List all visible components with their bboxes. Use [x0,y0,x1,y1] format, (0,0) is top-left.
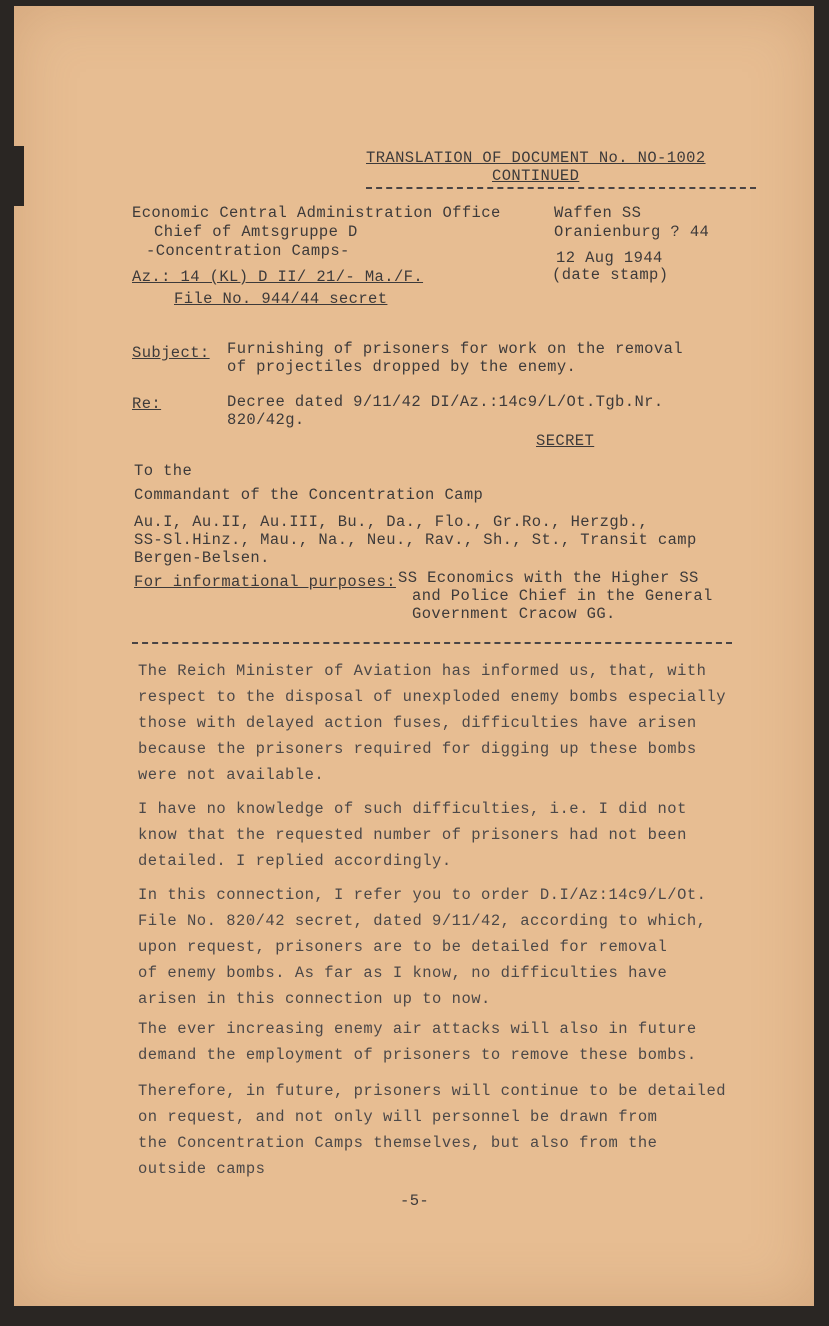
body-line: were not available. [138,766,325,784]
subject-line-1: Furnishing of prisoners for work on the removal [227,340,683,358]
sender-line-3: -Concentration Camps- [146,242,350,260]
camps-line-2: SS-Sl.Hinz., Mau., Na., Neu., Rav., Sh., St., Transit camp [134,531,697,549]
subject-line-2: of projectiles dropped by the enemy. [227,358,577,376]
sender-line-2: Chief of Amtsgruppe D [154,223,358,241]
body-paragraph [138,1016,697,1068]
document-page [14,6,814,1306]
recipient-to: To the [134,462,193,480]
date-line-2: Oranienburg ? 44 [554,223,710,241]
body-line: The ever increasing enemy air attacks will also in future [138,1020,697,1038]
body-line: respect to the disposal of unexploded enemy bombs especially [138,688,727,706]
body-line: on request, and not only will personnel be drawn from [138,1108,658,1126]
reference-az: Az.: 14 (KL) D II/ 21/- Ma./F. [132,268,424,286]
body-line: Therefore, in future, prisoners will continue to be detailed [138,1082,727,1100]
camps-line-3: Bergen-Belsen. [134,549,270,567]
title-rule [366,187,756,189]
body-paragraph [138,658,726,788]
body-line: The Reich Minister of Aviation has informed us, that, with [138,662,707,680]
body-paragraph [138,796,687,874]
body-line: demand the employment of prisoners to remove these bombs. [138,1046,697,1064]
date-line-3: 12 Aug 1944 [556,249,663,267]
body-line: upon request, prisoners are to be detailed for removal [138,938,668,956]
body-line: I have no knowledge of such difficulties, i.e. I did not [138,800,687,818]
document-title: TRANSLATION OF DOCUMENT No. NO-1002 [366,149,706,167]
page-edge-notch [14,146,24,206]
subject-label: Subject: [132,344,210,362]
re-line-2: 820/42g. [227,411,305,429]
page-number: -5- [400,1192,430,1210]
date-stamp-label: (date stamp) [552,266,669,284]
camps-line-1: Au.I, Au.II, Au.III, Bu., Da., Flo., Gr.Ro., Herzgb., [134,513,649,531]
body-line: those with delayed action fuses, difficulties have arisen [138,714,697,732]
body-line: of enemy bombs. As far as I know, no difficulties have [138,964,668,982]
info-line-3: Government Cracow GG. [412,605,616,623]
body-line: In this connection, I refer you to order D.I/Az:14c9/L/Ot. [138,886,707,904]
file-number: File No. 944/44 secret [174,290,388,308]
secret-label: SECRET [536,432,595,450]
body-line: outside camps [138,1160,266,1178]
recipient-commandant: Commandant of the Concentration Camp [134,486,484,504]
body-line: arisen in this connection up to now. [138,990,491,1008]
body-line: detailed. I replied accordingly. [138,852,452,870]
body-paragraph [138,882,707,1012]
date-line-1: Waffen SS [554,204,642,222]
body-line: know that the requested number of prisoners had not been [138,826,687,844]
body-line: the Concentration Camps themselves, but also from the [138,1134,658,1152]
document-title-continued: CONTINUED [492,167,580,185]
info-line-1: SS Economics with the Higher SS [398,569,699,587]
body-line: because the prisoners required for digging up these bombs [138,740,697,758]
body-paragraph [138,1078,726,1182]
section-divider [132,642,732,644]
info-label: For informational purposes: [134,573,396,591]
sender-line-1: Economic Central Administration Office [132,204,501,222]
info-line-2: and Police Chief in the General [412,587,713,605]
re-label: Re: [132,395,162,413]
body-line: File No. 820/42 secret, dated 9/11/42, according to which, [138,912,707,930]
re-line-1: Decree dated 9/11/42 DI/Az.:14c9/L/Ot.Tgb.Nr. [227,393,664,411]
